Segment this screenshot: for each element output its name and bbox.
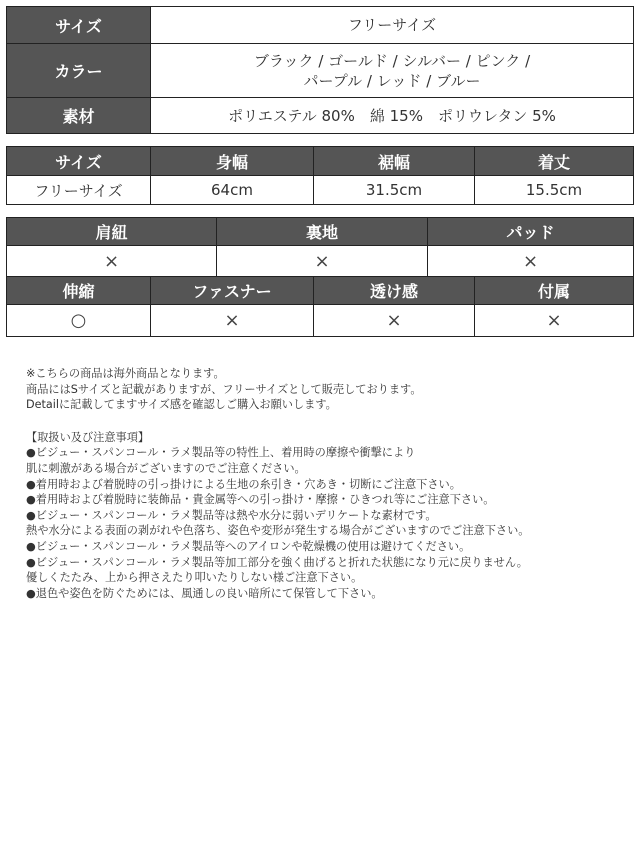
attr-header-lining: 裏地 [217,218,428,246]
attributes-table-1 [6,217,634,278]
care-line: ●着用時および着脱時に装飾品・貴金属等への引っ掛け・摩擦・ひきつれ等にご注意下さい。 [26,493,495,507]
spec-value-color [151,44,634,98]
attr-value-lining: × [217,246,428,278]
attr-header-accessories: 付属 [475,277,634,305]
size-value-size: フリーサイズ [7,176,151,205]
care-line: ●ビジュー・スパンコール・ラメ製品等の特性上、着用時の摩擦や衝撃により [26,446,416,460]
notes-section [26,366,626,601]
size-value-length: 15.5cm [475,176,634,205]
spec-table [6,6,634,134]
attr-value-accessories: × [475,305,634,337]
care-line: 熱や水分による表面の剥がれや色落ち、姿色や変形が発生する場合がございますのでご注意下さい。 [26,524,530,538]
attr-header-stretch: 伸縮 [7,277,151,305]
size-header-row [7,147,634,176]
size-header-length: 着丈 [475,147,634,176]
spec-value-size: フリーサイズ [151,7,634,44]
spec-row-size [7,7,634,44]
spec-value-color-line1: ブラック / ゴールド / シルバー / ピンク / [253,51,531,70]
attr-value-zipper: × [151,305,314,337]
size-header-size: サイズ [7,147,151,176]
care-line: 肌に刺激がある場合がございますのでご注意ください。 [26,461,306,475]
size-value-hem-width: 31.5cm [314,176,475,205]
attr-value-straps: × [7,246,217,278]
attr-header-straps: 肩紐 [7,218,217,246]
care-line: ●ビジュー・スパンコール・ラメ製品等加工部分を強く曲げると折れた状態になり元に戻りません。 [26,555,528,569]
spec-label-material: 素材 [7,98,151,134]
care-heading: 【取扱い及び注意事項】 [26,430,150,444]
care-line: 優しくたたみ、上から押さえたり叩いたりしない様ご注意下さい。 [26,571,363,585]
note-line: 商品にはSサイズと記載がありますが、フリーサイズとして販売しております。 [26,382,422,396]
note-line: ※こちらの商品は海外商品となります。 [26,367,225,380]
size-header-hem-width: 裾幅 [314,147,475,176]
attr-header-sheerness: 透け感 [314,277,475,305]
attributes-2-header-row [7,277,634,305]
attr-value-stretch: ○ [7,305,151,337]
size-header-body-width: 身幅 [151,147,314,176]
attr-header-zipper: ファスナー [151,277,314,305]
care-line: ●着用時および着脱時の引っ掛けによる生地の糸引き・穴あき・切断にご注意下さい。 [26,477,461,491]
spec-label-color: カラー [7,44,151,98]
attr-value-pad: × [428,246,634,278]
size-value-body-width: 64cm [151,176,314,205]
care-line: ●ビジュー・スパンコール・ラメ製品等へのアイロンや乾燥機の使用は避けてください。 [26,539,471,553]
care-line: ●退色や姿色を防ぐためには、風通しの良い暗所にて保管して下さい。 [26,586,383,600]
spec-row-material [7,98,634,134]
attr-value-sheerness: × [314,305,475,337]
spec-label-size: サイズ [7,7,151,44]
spec-row-color [7,44,634,98]
size-table [6,146,634,205]
care-line: ●ビジュー・スパンコール・ラメ製品等は熱や水分に弱いデリケートな素材です。 [26,508,437,522]
note-line: Detailに記載してますサイズ感を確認しご購入お願いします。 [26,398,337,412]
attr-header-pad: パッド [428,218,634,246]
attributes-1-header-row [7,218,634,246]
attributes-1-value-row [7,246,634,278]
size-value-row [7,176,634,205]
attributes-2-value-row [7,305,634,337]
attributes-table-2 [6,276,634,337]
spec-value-material: ポリエステル 80% 綿 15% ポリウレタン 5% [151,98,634,134]
spec-value-color-line2: パープル / レッド / ブルー [303,71,481,90]
